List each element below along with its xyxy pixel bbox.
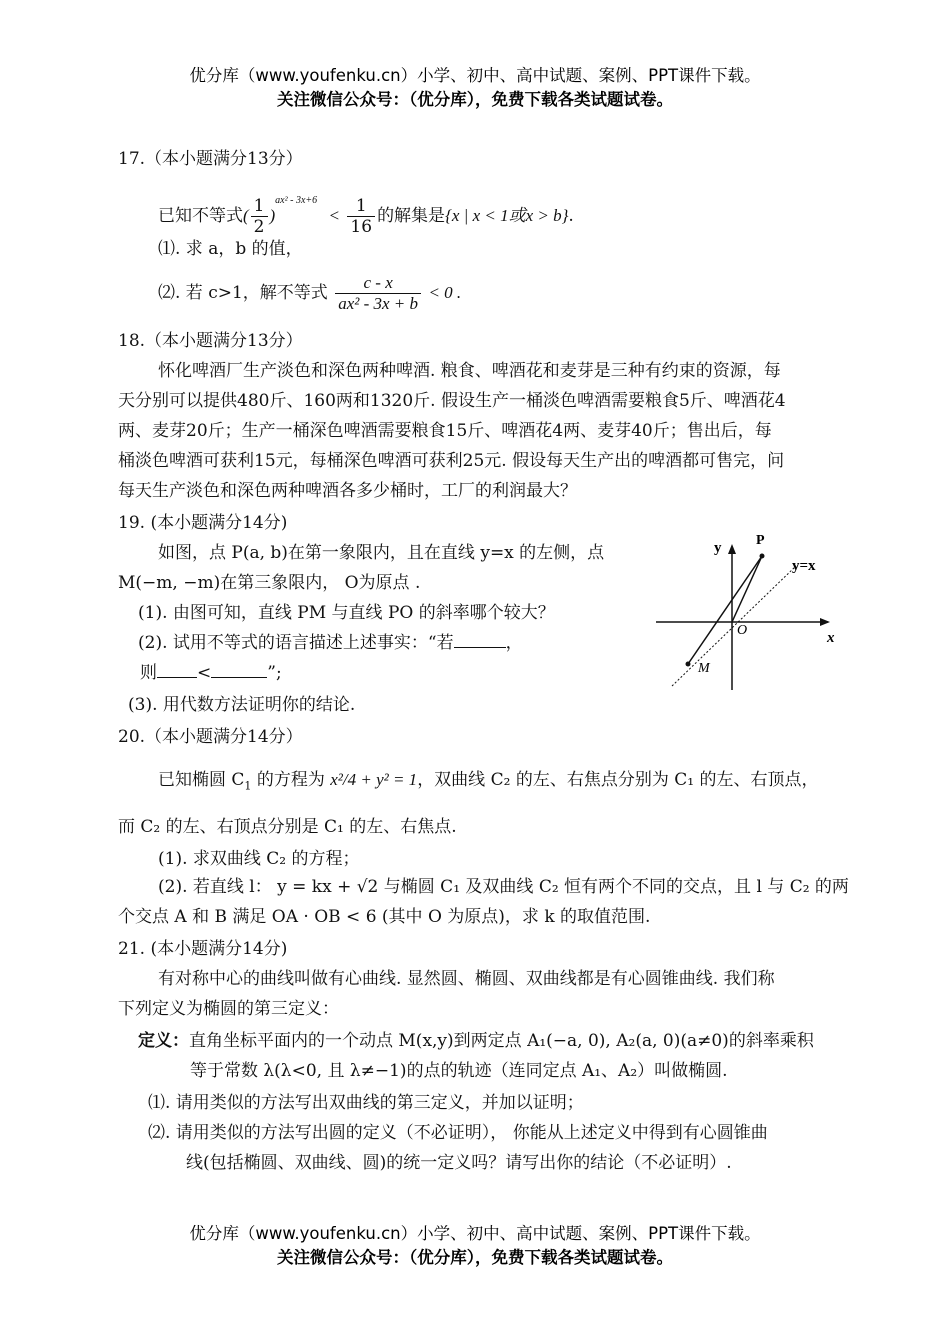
q18-line-3: 两、麦芽20斤；生产一桶深色啤酒需要粮食15斤、啤酒花4两、麦芽40斤；售出后，每 [118, 421, 772, 441]
q21-part2-line-1: ⑵. 请用类似的方法写出圆的定义（不必证明）， 你能从上述定义中得到有心圆锥曲 [148, 1123, 768, 1143]
label-y: y [714, 540, 722, 556]
footer-line-1: 优分库（www.youfenku.cn）小学、初中、高中试题、案例、PPT课件下载。 [189, 1224, 761, 1243]
point-m [686, 662, 691, 667]
label-p: P [756, 533, 765, 548]
q17-part1: ⑴. 求 a，b 的值， [158, 239, 303, 259]
q19-part2-a: (2). 试用不等式的语言描述上述事实：“若 ， [138, 633, 523, 653]
q17-stem-prefix: 已知不等式 [158, 206, 243, 226]
q21-part2-line-2: 线(包括椭圆、双曲线、圆)的统一定义吗？请写出你的结论（不必证明）. [186, 1153, 732, 1173]
q17-part2-fraction: $\frac{c - x}{\text{ax² - 3x + b}}$ [335, 273, 421, 314]
q20-ellipse-equation: x²/4 + y² = 1 [330, 770, 418, 789]
q19-line-2: M(−m, −m)在第三象限内， O为原点 . [118, 573, 421, 593]
page-header [0, 64, 950, 112]
y-axis-arrow [728, 544, 736, 554]
q18-line-5: 每天生产淡色和深色两种啤酒各多少桶时，工厂的利润最大？ [118, 481, 577, 501]
label-x: x [827, 630, 835, 646]
point-p [760, 554, 765, 559]
label-m: M [698, 661, 710, 676]
q20-line-1: 已知椭圆 $C_1$ 的方程为 x²/4 + y² = 1，双曲线 C₂ 的左、右焦点分别为 C₁ 的左、右顶点， [158, 770, 819, 793]
q17-base-fraction: $\frac{1}{2}$ [251, 196, 268, 237]
footer-line-2: 关注微信公众号：（优分库），免费下载各类试题试卷。 [277, 1248, 673, 1267]
q19-figure [648, 526, 848, 696]
q17-exponent: ax² - 3x+6 [275, 195, 318, 206]
q21-definition-line-2: 等于常数 λ(λ<0, 且 λ≠−1)的点的轨迹（连同定点 A₁、A₂）叫做椭圆. [190, 1061, 728, 1081]
q17-part2: ⑵. 若 c>1，解不等式 $\frac{c - x}{\text{ax² - 3x + b}}$ < 0 . [158, 273, 462, 313]
q19-line-1: 如图，点 P(a, b)在第一象限内，且在直线 y=x 的左侧，点 [158, 543, 605, 563]
segment-po [732, 556, 762, 622]
q18-line-1: 怀化啤酒厂生产淡色和深色两种啤酒. 粮食、啤酒花和麦芽是三种有约束的资源，每 [158, 361, 781, 381]
q21-line-1: 有对称中心的曲线叫做有心曲线. 显然圆、椭圆、双曲线都是有心圆锥曲线. 我们称 [158, 969, 775, 989]
q20-line-2: 而 C₂ 的左、右顶点分别是 C₁ 的左、右焦点. [118, 817, 457, 837]
q20-part1: (1). 求双曲线 C₂ 的方程； [158, 849, 360, 869]
line-y-equals-x [672, 566, 796, 686]
q19-part1: (1). 由图可知，直线 PM 与直线 PO 的斜率哪个较大？ [138, 603, 555, 623]
q17-title: 17.（本小题满分13分） [118, 149, 303, 169]
q21-title: 21. (本小题满分14分) [118, 939, 288, 959]
q21-definition-line-1: 定义：直角坐标平面内的一个动点 M(x,y)到两定点 A₁(−a, 0), A₂(a, 0)(a≠0)的斜率乘积 [138, 1031, 814, 1051]
q21-definition-label: 定义： [138, 1031, 189, 1051]
header-line-1: 优分库（www.youfenku.cn）小学、初中、高中试题、案例、PPT课件下载。 [189, 66, 761, 85]
q18-line-2: 天分别可以提供480斤、160两和1320斤. 假设生产一桶淡色啤酒需要粮食5斤、啤酒花4 [118, 391, 786, 411]
q17-rhs-fraction: $\frac{1}{16}$ [347, 196, 375, 237]
q17-stem-mid: 的解集是 [377, 206, 446, 226]
label-o: O [737, 623, 748, 638]
q21-part1: ⑴. 请用类似的方法写出双曲线的第三定义，并加以证明； [148, 1093, 584, 1113]
q20-part2-line-1: (2). 若直线 l： y = kx + √2 与椭圆 C₁ 及双曲线 C₂ 恒有两个不同的交点，且 l 与 C₂ 的两 [158, 877, 849, 897]
q20-title: 20.（本小题满分14分） [118, 727, 303, 747]
q20-part2-line-2: 个交点 A 和 B 满足 OA · OB < 6 (其中 O 为原点)，求 k 的取值范围. [118, 907, 651, 927]
q19-part2-b: 则 < ”; [140, 663, 282, 683]
q19-part3: (3). 用代数方法证明你的结论. [128, 695, 356, 715]
q17-stem: 已知不等式( $\frac{1}{2}$ )$^{ax^2 - 3x+6}$ < $\frac{1}{16}$ 的解集是{x | x < 1或x > b}. [158, 195, 574, 237]
q19-title: 19. (本小题满分14分) [118, 513, 288, 533]
page-footer [0, 1222, 950, 1270]
q18-title: 18.（本小题满分13分） [118, 331, 303, 351]
q17-solution-set: {x | x < 1或x > b} [445, 206, 569, 225]
header-line-2: 关注微信公众号：（优分库），免费下载各类试题试卷。 [277, 90, 673, 109]
label-line: y=x [792, 558, 816, 574]
x-axis-arrow [820, 618, 830, 626]
q21-line-2: 下列定义为椭圆的第三定义： [118, 999, 339, 1019]
q18-line-4: 桶淡色啤酒可获利15元，每桶深色啤酒可获利25元. 假设每天生产出的啤酒都可售完，问 [118, 451, 785, 471]
